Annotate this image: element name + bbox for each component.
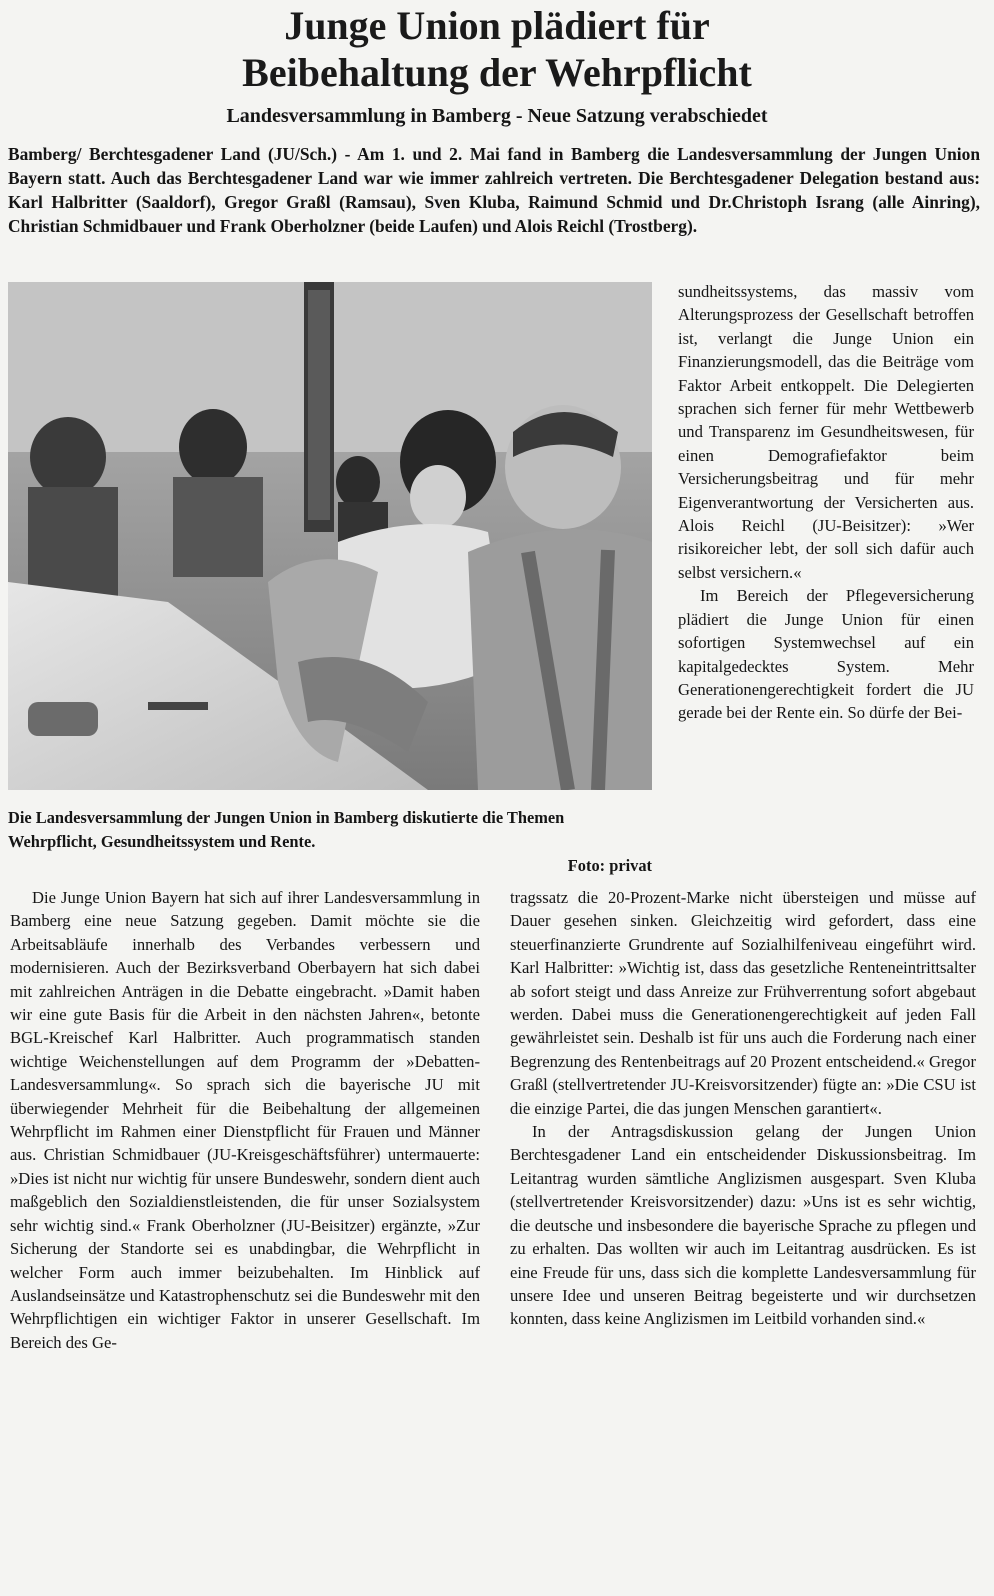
paragraph: Im Bereich der Pflegeversicherung plädiert die Junge Union für einen sofortigen Systemwechsel auf ein kapitalgedecktes System. Mehr Generationengerechtigkeit fordert die JU gerade bei der Rente ein. So dürfe der Bei-: [678, 586, 974, 723]
paragraph: Die Junge Union Bayern hat sich auf ihrer Landesversammlung in Bamberg eine neue Satzung gegeben. Damit möchte sie die Arbeitsabläufe innerhalb des Verbandes verbessern und modernisieren. Auch der Bezirksverband Oberbayern hat sich dabei mit zahlreichen Anträgen in die Debatte eingebracht. »Damit haben wir eine gute Basis für die Arbeit in den nächsten Jahren«, betonte BGL-Kreischef Karl Halbritter. Auch programmatisch standen wichtige Weichenstellungen auf dem Programm der »Debatten-Landesversammlung«. So sprach sich die bayerische JU mit überwiegender Mehrheit für die Beibehaltung der allgemeinen Wehrpflicht im Rahmen einer Dienstpflicht für Frauen und Männer aus. Christian Schmidbauer (JU-Kreisgeschäftsführer) untermauerte: »Dies ist nicht nur wichtig für unsere Bundeswehr, sondern dient auch maßgeblich den Sozialdienstleistenden, die für unser Sozialsystem sehr wichtig sind.« Frank Oberholzner (JU-Beisitzer) ergänzte, »Zur Sicherung der Standorte sei es unabdingbar, die Wehrpflicht in welcher Form auch immer beizubehalten. Im Hinblick auf Auslandseinsätze und Katastrophenschutz sei die Bundeswehr mit den Wehrpflichtigen ein wichtiger Faktor in unserer Gesellschaft. Im Bereich des Ge-: [10, 888, 480, 1352]
subheadline: Landesversammlung in Bamberg - Neue Satzung verabschiedet: [226, 105, 768, 127]
column-top-right: [678, 280, 974, 725]
headline-line-1: Junge Union plädiert für: [284, 3, 710, 48]
lead-paragraph: Bamberg/ Berchtesgadener Land (JU/Sch.) - Am 1. und 2. Mai fand in Bamberg die Landesversammlung der Jungen Union Bayern statt. Auch das Berchtesgadener Land war wie immer zahlreich vertreten. Die Berchtesgadener Delegation bestand aus: Karl Halbritter (Saaldorf), Gregor Graßl (Ramsau), Sven Kluba, Raimund Schmid und Dr.Christoph Israng (alle Ainring), Christian Schmidbauer und Frank Oberholzner (beide Laufen) und Alois Reichl (Trostberg).: [8, 144, 980, 236]
column-bottom-right: [510, 886, 976, 1331]
headline-line-2: Beibehaltung der Wehrpflicht: [242, 50, 752, 95]
paragraph: sundheitssystems, das massiv vom Alterungsprozess der Gesellschaft betroffen ist, verlangt die Junge Union ein Finanzierungsmodell, das die Beiträge vom Faktor Arbeit entkoppelt. Die Delegierten sprachen sich ferner für mehr Wettbewerb und Transparenz im Gesundheitswesen, für einen Demografiefaktor beim Versicherungsbeitrag und für mehr Eigenverantwortung der Versicherten aus. Alois Reichl (JU-Beisitzer): »Wer risikoreicher lebt, der soll sich dafür auch selbst versichern.«: [678, 282, 974, 582]
paragraph: tragssatz die 20-Prozent-Marke nicht übersteigen und müsse auf Dauer gesehen sinken. Gleichzeitig wird gefordert, dass eine steuerfinanzierte Grundrente auf Sozialhilfeniveau eingeführt wird. Karl Halbritter: »Wichtig ist, dass das gesetzliche Renteneintrittsalter ab sofort steigt und dass Anreize zur Frühverrentung sofort abgebaut werden. Dabei muss die Generationengerechtigkeit auf jeden Fall gewährleistet sein. Deshalb ist für uns auch die Forderung nach einer Begrenzung des Rentenbeitrags auf 20 Prozent entscheidend.« Gregor Graßl (stellvertretender JU-Kreisvorsitzender) fügte an: »Die CSU ist die einzige Partei, die das jungen Menschen garantiert«.: [510, 888, 976, 1118]
column-bottom-left: [10, 886, 480, 1354]
headline: [0, 2, 994, 96]
photo-credit: Foto: privat: [567, 856, 652, 875]
photo-caption: Die Landesversammlung der Jungen Union in Bamberg diskutierte die Themen Wehrpflicht, Gesundheitssystem und Rente.: [8, 808, 565, 851]
article-photo: [8, 282, 652, 790]
photo-illustration: [8, 282, 652, 790]
paragraph: In der Antragsdiskussion gelang der Jungen Union Berchtesgadener Land ein entscheidender Diskussionsbeitrag. Im Leitantrag wurden sämtliche Anglizismen ausgespart. Sven Kluba (stellvertretender Kreisvorsitzender) dazu: »Uns ist es sehr wichtig, die deutsche und insbesondere die bayerische Sprache zu pflegen und zu erhalten. Das wollten wir auch im Leitantrag ausdrücken. Es ist eine Freude für uns, dass sich die komplette Landesversammlung für unsere Idee und unseren Beitrag begeisterte und wir durchsetzen konnten, dass keine Anglizismen im Leitbild vorhanden sind.«: [510, 1122, 976, 1329]
